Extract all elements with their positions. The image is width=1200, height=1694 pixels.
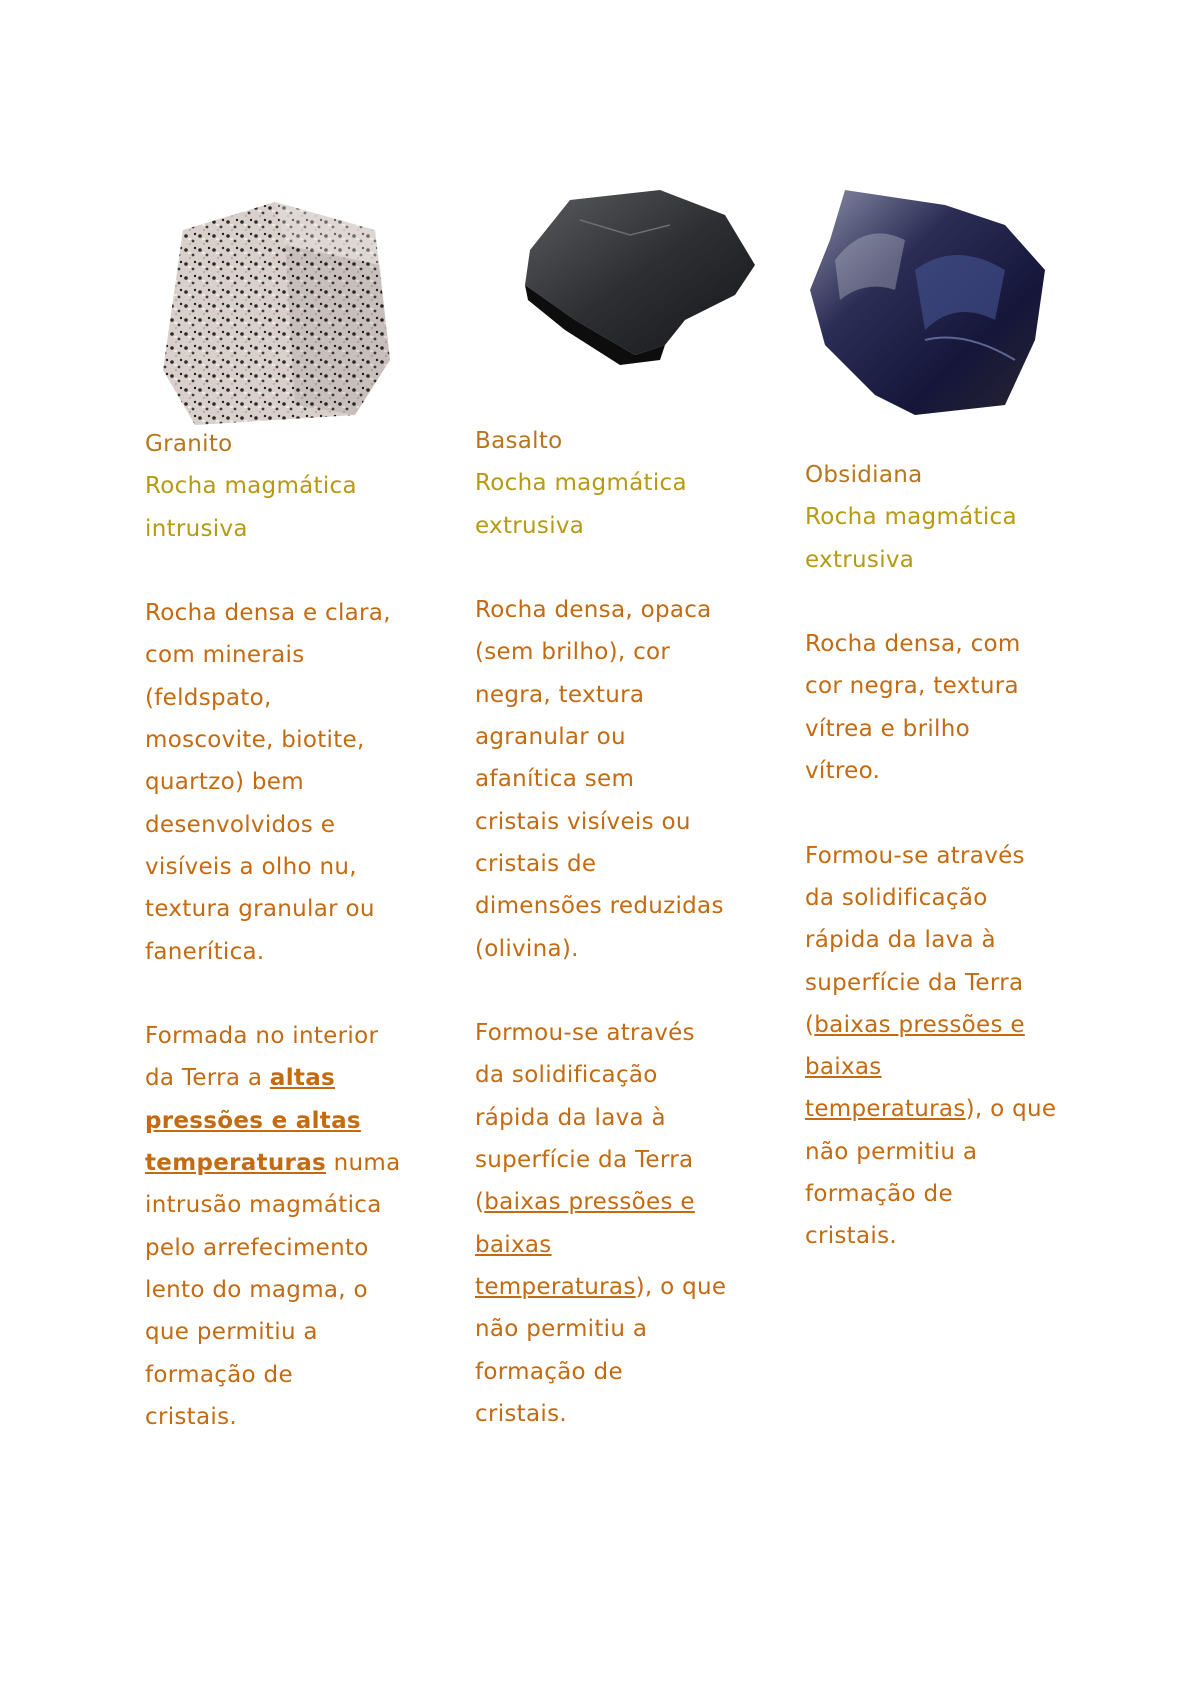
formation-line: superfície da Terra <box>805 969 1024 996</box>
description-line: (sem brilho), cor <box>475 639 671 666</box>
formation-line: Formou-se através <box>475 1020 695 1047</box>
description-line: moscovite, biotite, <box>145 727 365 754</box>
description-line: Rocha densa, com <box>805 631 1021 658</box>
formation-line: da solidificação <box>475 1062 658 1089</box>
formation-line <box>145 1057 455 1099</box>
column-obsidiana <box>805 180 1115 1258</box>
description-line: (olivina). <box>475 935 579 962</box>
description-line: Rocha densa e clara, <box>145 600 391 627</box>
description-line: fanerítica. <box>145 938 265 965</box>
emphasis-text: altas <box>269 1065 336 1092</box>
rock-name: Basalto <box>475 428 563 454</box>
formation-text: da Terra a <box>145 1065 270 1092</box>
description-line: com minerais <box>145 642 305 669</box>
underlined-text: baixas <box>805 1054 882 1081</box>
rock-type-line1: Rocha magmática <box>805 504 1017 531</box>
formation-line <box>475 1266 785 1308</box>
emphasis-text: pressões e altas <box>145 1107 361 1134</box>
formation-text: ), o que <box>965 1096 1057 1123</box>
rock-type-line2: intrusiva <box>145 515 248 542</box>
formation-line: que permitiu a <box>145 1319 318 1346</box>
formation-line: cristais. <box>475 1400 567 1427</box>
formation-line: superfície da Terra <box>475 1147 694 1174</box>
underlined-text: baixas pressões e <box>484 1189 695 1216</box>
rock-name: Granito <box>145 431 233 457</box>
formation-line: rápida da lava à <box>475 1104 666 1131</box>
description-line: cristais visíveis ou <box>475 808 691 835</box>
description-line: cor negra, textura <box>805 673 1019 700</box>
description-line: Rocha densa, opaca <box>475 597 712 624</box>
description-line: quartzo) bem <box>145 769 304 796</box>
description-line: textura granular ou <box>145 896 375 923</box>
formation-text: numa <box>326 1150 401 1177</box>
formation-line: cristais. <box>805 1223 897 1250</box>
formation-text: ), o que <box>635 1273 727 1300</box>
formation-line <box>475 1181 785 1223</box>
formation-line: não permitiu a <box>475 1316 648 1343</box>
formation-text: ( <box>805 1011 815 1038</box>
rock-type-line2: extrusiva <box>805 546 915 573</box>
description-line: negra, textura <box>475 681 645 708</box>
description-line: (feldspato, <box>145 684 272 711</box>
granite-rock-image <box>155 190 405 440</box>
formation-line: da solidificação <box>805 884 988 911</box>
underlined-text: temperaturas <box>805 1096 966 1123</box>
obsidian-rock-image <box>805 180 1055 430</box>
formation-line: pelo arrefecimento <box>145 1234 369 1261</box>
formation-line: formação de <box>475 1358 623 1385</box>
formation-line: Formada no interior <box>145 1023 379 1050</box>
column-granito <box>145 180 455 1438</box>
underlined-text: temperaturas <box>475 1273 636 1300</box>
formation-line: Formou-se através <box>805 842 1025 869</box>
formation-line <box>145 1142 455 1184</box>
rock-name: Obsidiana <box>805 462 923 488</box>
formation-line <box>805 1004 1115 1046</box>
rock-type-line1: Rocha magmática <box>475 470 687 497</box>
description-line: afanítica sem <box>475 766 635 793</box>
description-line: agranular ou <box>475 724 626 751</box>
rock-type-line1: Rocha magmática <box>145 473 357 500</box>
underlined-text: baixas pressões e <box>814 1011 1025 1038</box>
formation-line: não permitiu a <box>805 1138 978 1165</box>
formation-line: rápida da lava à <box>805 927 996 954</box>
underlined-text: baixas <box>475 1231 552 1258</box>
formation-line: cristais. <box>145 1403 237 1430</box>
basalt-rock-image <box>510 180 760 430</box>
formation-text: ( <box>475 1189 485 1216</box>
column-basalto <box>475 180 785 1435</box>
description-line: desenvolvidos e <box>145 811 336 838</box>
description-line: vítrea e brilho <box>805 715 970 742</box>
rock-type-line2: extrusiva <box>475 512 585 539</box>
description-line: cristais de <box>475 850 597 877</box>
formation-line <box>805 1088 1115 1130</box>
emphasis-text: temperaturas <box>145 1150 327 1177</box>
description-line: visíveis a olho nu, <box>145 853 357 880</box>
formation-line: formação de <box>145 1361 293 1388</box>
formation-line: intrusão magmática <box>145 1192 382 1219</box>
formation-line: lento do magma, o <box>145 1276 368 1303</box>
formation-line: formação de <box>805 1181 953 1208</box>
description-line: dimensões reduzidas <box>475 893 724 920</box>
description-line: vítreo. <box>805 758 881 785</box>
